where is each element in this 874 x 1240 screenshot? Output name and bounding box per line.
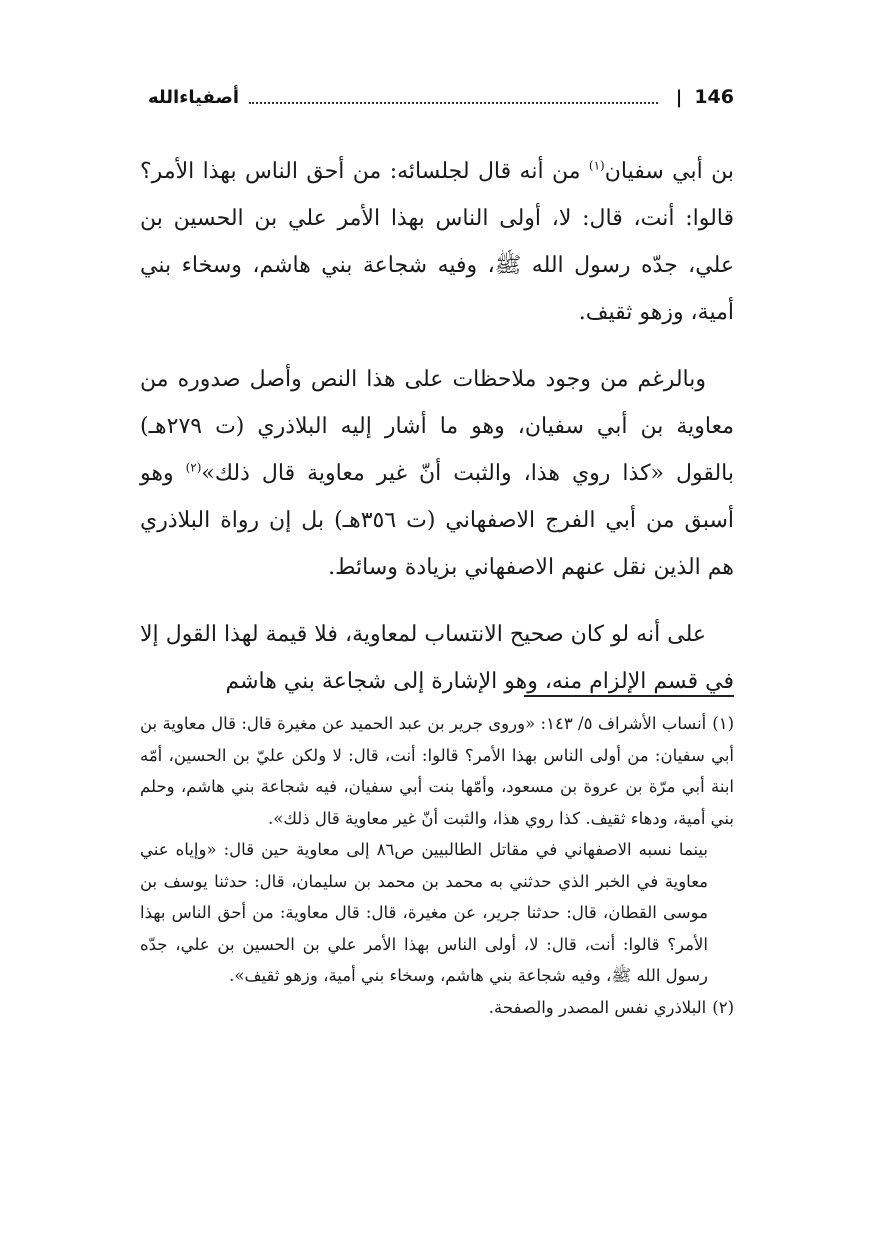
footnote-1-number: (١)	[712, 714, 735, 733]
paragraph-1	[140, 148, 734, 336]
paragraph-3: على أنه لو كان صحيح الانتساب لمعاوية، فلا قيمة لهذا القول إلا في قسم الإلزام منه، وهو الإشارة إلى شجاعة بني هاشم	[140, 622, 734, 694]
book-title: أصفياءالله	[148, 86, 240, 108]
footnote-2-number: (٢)	[712, 997, 734, 1017]
header-dotted-leader	[249, 90, 658, 104]
page-number: 146	[694, 86, 734, 108]
header-separator: |	[675, 86, 683, 108]
footnote-1-continuation: بينما نسبه الاصفهاني في مقاتل الطالبيين ص٨٦ إلى معاوية حين قال: «وإياه عني معاوية في الخبر الذي حدثني به محمد بن محمد بن سليمان، قال: حدثنا يوسف بن موسى القطان، قال: حدثنا جرير، عن مغيرة، قال: قال معاوية: من أحق الناس بهذا الأمر؟ قالوا: أنت، قال: لا، أولى الناس بهذا الأمر علي بن الحسين بن علي، جدّه رسول الله ﷺ، وفيه شجاعة بني هاشم، وسخاء بني أمية، وزهو ثقيف».	[140, 840, 708, 985]
footnote-divider	[524, 695, 734, 697]
footnotes	[140, 708, 734, 1023]
footnote-2-text: البلاذري نفس المصدر والصفحة.	[488, 997, 707, 1017]
paragraph-2	[140, 356, 734, 591]
footnote-ref-2: (٢)	[185, 460, 202, 475]
footnote-ref-1: (١)	[588, 158, 605, 173]
footnote-2	[140, 992, 734, 1024]
paragraph-2-rest: وهو أسبق من أبي الفرج الاصفهاني (ت ٣٥٦هـ) بل إن رواة البلاذري هم الذين نقل عنهم الاصفهاني بزيادة وسائط.	[140, 461, 734, 580]
paragraph-2-start: وبالرغم من وجود ملاحظات على هذا النص وأصل صدوره من معاوية بن أبي سفيان، وهو ما أشار إليه البلاذري (ت ٢٧٩هـ) بالقول «كذا روي هذا، والثبت أنّ غير معاوية قال ذلك»	[140, 367, 734, 486]
footnote-1-text: أنساب الأشراف ٥/ ١٤٣: «وروى جرير بن عبد الحميد عن مغيرة قال: قال معاوية بن أبي سفيان: من أولى الناس بهذا الأمر؟ قالوا: أنت، قال: لا ولكن عليّ بن الحسين، أمّه ابنة أبي مرّة بن عروة بن مسعود، وأمّها بنت أبي سفيان، فيه شجاعة بني هاشم، وحلم بني أمية، ودهاء ثقيف. كذا روي هذا، والثبت أنّ غير معاوية قال ذلك».	[140, 714, 734, 828]
paragraph-1-start: بن أبي سفيان	[604, 159, 734, 184]
main-text	[140, 148, 734, 725]
footnote-1	[140, 708, 734, 834]
page-header	[148, 80, 734, 114]
paragraph-1-rest: من أنه قال لجلسائه: من أحق الناس بهذا الأمر؟ قالوا: أنت، قال: لا، أولى الناس بهذا الأمر علي بن الحسين بن علي، جدّه رسول الله ﷺ، وفيه شجاعة بني هاشم، وسخاء بني أمية، وزهو ثقيف.	[140, 159, 734, 325]
